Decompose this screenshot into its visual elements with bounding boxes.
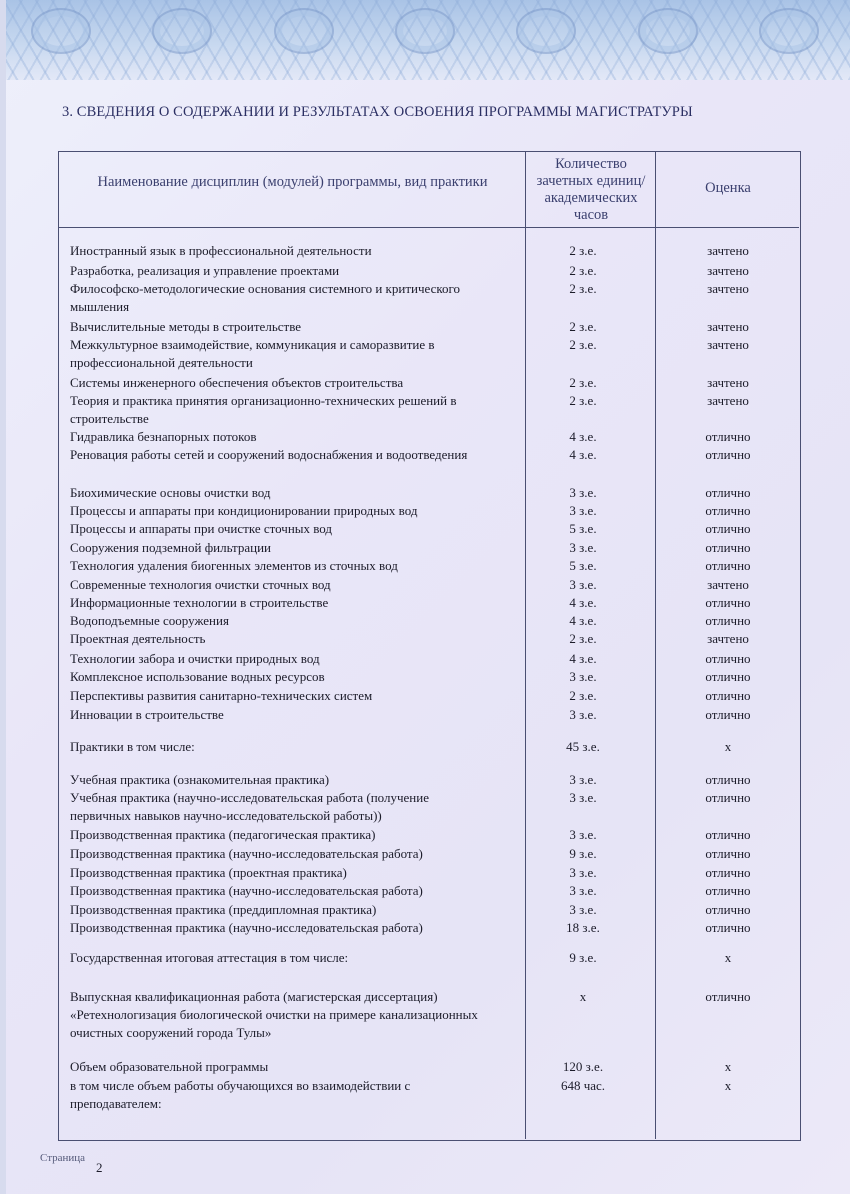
cell-name: Технологии забора и очистки природных вод [70,651,320,666]
cell-credits: 2 з.е. [569,393,597,408]
cell-credits: 5 з.е. [569,558,597,573]
cell-credits: 5 з.е. [569,521,597,536]
cell-grade: отлично [705,790,751,805]
cell-name: Философско-методологические основания системного и критического мышления [70,281,461,314]
rosette-ornament [395,8,455,54]
cell-name: Реновация работы сетей и сооружений водоснабжения и водоотведения [70,447,468,462]
cell-name: Сооружения подземной фильтрации [70,540,271,555]
cell-credits: 2 з.е. [569,281,597,296]
rosette-ornament [274,8,334,54]
rosette-ornament [152,8,212,54]
cell-name: Межкультурное взаимодействие, коммуникация и саморазвитие в профессиональной деятельности [70,337,435,370]
cell-credits: 3 з.е. [569,540,597,555]
cell-grade: отлично [705,669,751,684]
cell-grade: x [724,1059,732,1074]
rosette-ornament [759,8,819,54]
cell-grade: x [724,950,732,965]
header-grade: Оценка [705,180,751,196]
cell-credits: 4 з.е. [569,447,597,462]
cell-grade: зачтено [707,577,749,592]
cell-credits: 2 з.е. [569,319,597,334]
cell-grade: отлично [705,595,751,610]
cell-credits: 3 з.е. [569,790,597,805]
cell-grade: отлично [705,902,751,917]
cell-grade: зачтено [707,393,749,408]
cell-name: Разработка, реализация и управление проектами [70,263,340,278]
cell-name: Информационные технологии в строительстве [70,595,329,610]
header-discipline-name: Наименование дисциплин (модулей) программы, вид практики [97,174,488,190]
cell-credits: 3 з.е. [569,827,597,842]
cell-grade: x [724,739,732,754]
cell-grade: отлично [705,772,751,787]
cell-name: Процессы и аппараты при кондиционировании природных вод [70,503,418,518]
cell-grade: зачтено [707,263,749,278]
cell-name: Системы инженерного обеспечения объектов строительства [70,375,404,390]
cell-name: Процессы и аппараты при очистке сточных вод [70,521,333,536]
cell-credits: 3 з.е. [569,883,597,898]
cell-credits: 2 з.е. [569,337,597,352]
cell-grade: отлично [705,688,751,703]
cell-grade: отлично [705,651,751,666]
cell-credits: 18 з.е. [566,920,600,935]
cell-grade: зачтено [707,281,749,296]
cell-credits: 3 з.е. [569,865,597,880]
cell-name: Производственная практика (преддипломная практика) [70,902,377,917]
cell-grade: отлично [705,883,751,898]
cell-name: Теория и практика принятия организационно-технических решений в строительстве [70,393,457,426]
cell-name: Учебная практика (ознакомительная практика) [70,772,330,787]
cell-grade: зачтено [707,319,749,334]
cell-grade: отлично [705,485,751,500]
cell-name: Инновации в строительстве [70,707,224,722]
cell-grade: отлично [705,503,751,518]
cell-grade: отлично [705,707,751,722]
cell-grade: отлично [705,827,751,842]
cell-grade: зачтено [707,631,749,646]
cell-name: Производственная практика (научно-исследовательская работа) [70,920,423,935]
security-pattern-banner [0,0,850,80]
cell-grade: отлично [705,865,751,880]
cell-name: Производственная практика (научно-исследовательская работа) [70,846,423,861]
cell-grade: зачтено [707,243,749,258]
cell-grade: отлично [705,521,751,536]
cell-credits: 3 з.е. [569,707,597,722]
cell-name: Гидравлика безнапорных потоков [70,429,257,444]
header-credits-hours: Количество зачетных единиц/ академических часов [536,156,646,223]
cell-credits: 4 з.е. [569,429,597,444]
cell-credits: 4 з.е. [569,651,597,666]
cell-name: Выпускная квалификационная работа (магистерская диссертация) «Ретехнологизация биологической очистки на примере канализационных очистных сооружений города Тулы» [70,989,478,1040]
cell-credits: 120 з.е. [562,1059,604,1074]
cell-credits: 3 з.е. [569,485,597,500]
cell-name: Производственная практика (педагогическая практика) [70,827,376,842]
cell-name: Государственная итоговая аттестация в том числе: [70,950,349,965]
cell-credits: 3 з.е. [569,669,597,684]
cell-credits: 4 з.е. [569,613,597,628]
cell-name: Производственная практика (проектная практика) [70,865,347,880]
cell-name: Практики в том числе: [70,739,195,754]
cell-name: Биохимические основы очистки вод [70,485,271,500]
cell-grade: отлично [705,846,751,861]
section-title: 3. СВЕДЕНИЯ О СОДЕРЖАНИИ И РЕЗУЛЬТАТАХ ОСВОЕНИЯ ПРОГРАММЫ МАГИСТРАТУРЫ [62,104,693,120]
cell-credits: 9 з.е. [569,846,597,861]
cell-credits: 3 з.е. [569,503,597,518]
cell-credits: 2 з.е. [569,243,597,258]
cell-name: Объем образовательной программы [70,1059,269,1074]
cell-grade: отлично [705,920,751,935]
cell-grade: зачтено [707,375,749,390]
page-label: Страница [40,1152,86,1164]
cell-credits: x [579,989,587,1004]
cell-grade: отлично [705,540,751,555]
page-edge [0,0,6,1194]
cell-credits: 3 з.е. [569,902,597,917]
cell-name: Учебная практика (научно-исследовательская работа (получение первичных навыков научно-исследовательской работы)) [70,790,429,823]
cell-grade: отлично [705,613,751,628]
cell-credits: 4 з.е. [569,595,597,610]
cell-credits: 2 з.е. [569,631,597,646]
cell-name: Комплексное использование водных ресурсов [70,669,325,684]
cell-credits: 3 з.е. [569,577,597,592]
cell-name: Проектная деятельность [70,631,206,646]
cell-name: Водоподъемные сооружения [70,613,229,628]
page-number: 2 [96,1160,103,1175]
cell-grade: зачтено [707,337,749,352]
cell-credits: 648 час. [560,1078,606,1093]
cell-name: Иностранный язык в профессиональной деятельности [70,243,372,258]
cell-credits: 2 з.е. [569,375,597,390]
guilloche-rosettes [0,8,850,58]
cell-grade: отлично [705,429,751,444]
cell-grade: отлично [705,558,751,573]
cell-credits: 2 з.е. [569,263,597,278]
rosette-ornament [31,8,91,54]
column-divider [655,151,656,1139]
cell-credits: 2 з.е. [569,688,597,703]
cell-grade: x [724,1078,732,1093]
cell-grade: отлично [705,447,751,462]
cell-name: Технология удаления биогенных элементов из сточных вод [70,558,398,573]
cell-name: Современные технология очистки сточных вод [70,577,331,592]
header-divider [58,227,799,228]
cell-grade: отлично [705,989,751,1004]
cell-name: Перспективы развития санитарно-технических систем [70,688,373,703]
cell-name: в том числе объем работы обучающихся во взаимодействии с преподавателем: [70,1078,411,1111]
cell-credits: 45 з.е. [566,739,600,754]
cell-name: Вычислительные методы в строительстве [70,319,302,334]
cell-name: Производственная практика (научно-исследовательская работа) [70,883,423,898]
column-divider [525,151,526,1139]
rosette-ornament [638,8,698,54]
cell-credits: 3 з.е. [569,772,597,787]
cell-credits: 9 з.е. [569,950,597,965]
rosette-ornament [516,8,576,54]
